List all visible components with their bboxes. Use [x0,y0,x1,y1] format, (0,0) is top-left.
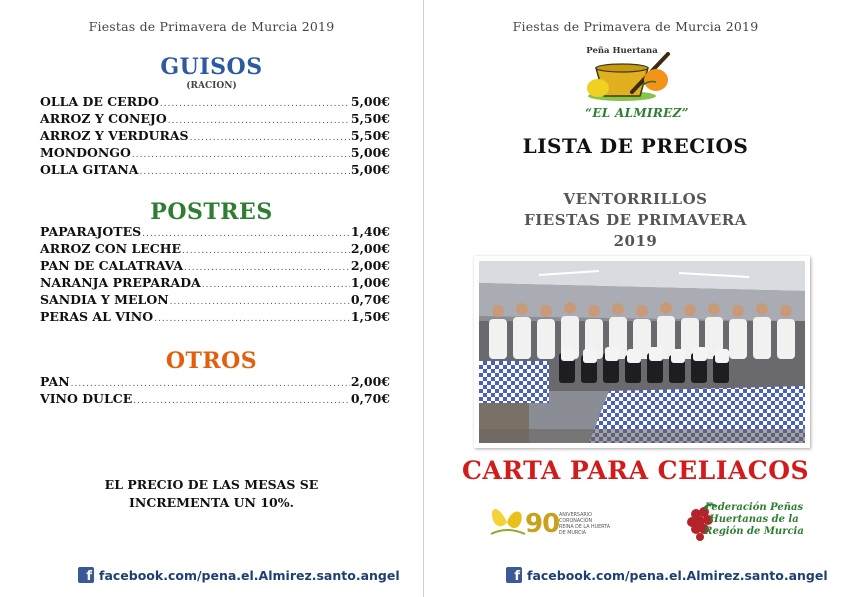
page-divider [423,0,424,597]
facebook-link-left[interactable] [78,567,400,583]
item-price: 5,00€ [350,94,390,109]
menu-item [40,94,390,111]
menu-item [40,111,390,128]
menu-item [40,309,390,326]
anniversary-badge [487,500,617,542]
price-list-title: LISTA DE PRECIOS [522,134,749,158]
note-line-1: EL PRECIO DE LAS MESAS SE [104,477,319,492]
almirez-logo [582,44,692,124]
item-price: 5,00€ [350,145,390,160]
item-price: 2,00€ [350,374,390,389]
left-header: Fiestas de Primavera de Murcia 2019 [88,19,335,34]
menu-item [40,258,390,275]
logo-top-text: Peña Huertana [586,46,658,56]
guisos-list [40,94,390,179]
postres-list [40,224,390,326]
menu-item [40,241,390,258]
group-photo [474,256,810,448]
item-name: PAN [40,374,70,389]
item-name: ARROZ CON LECHE [40,241,182,256]
menu-item [40,162,390,179]
menu-item [40,292,390,309]
menu-item [40,224,390,241]
item-name: PERAS AL VINO [40,309,154,324]
tables-price-note [0,476,423,512]
item-price: 5,00€ [350,162,390,177]
ventorrillos-line-2: FIESTAS DE PRIMAVERA [524,211,747,229]
item-name: MONDONGO [40,145,131,160]
item-price: 0,70€ [350,292,390,307]
item-name: OLLA GITANA [40,162,139,177]
federacion-logo [682,500,812,544]
item-name: VINO DULCE [40,391,133,406]
guisos-subtitle: (RACION) [186,81,237,91]
otros-list [40,374,390,408]
item-name: SANDIA Y MELON [40,292,169,307]
item-name: OLLA DE CERDO [40,94,159,109]
badge-caption: ANIVERSARIO CORONACIÓN REINA DE LA HUERTA DE MURCIA [559,513,610,536]
item-price: 5,50€ [350,111,390,126]
item-name: ARROZ Y CONEJO [40,111,167,126]
item-price: 1,50€ [350,309,390,324]
badge-number: 90 [525,509,560,539]
celiacos-title: CARTA PARA CELIACOS [461,456,810,485]
item-price: 2,00€ [350,241,390,256]
facebook-link-right[interactable] [506,567,828,583]
federacion-text: Federación Peñas Huertanas de la Región de Murcia [704,502,804,537]
right-header: Fiestas de Primavera de Murcia 2019 [512,19,759,34]
butterfly-icon [487,500,527,540]
item-price: 5,50€ [350,128,390,143]
menu-item [40,275,390,292]
guisos-title: GUISOS [160,54,263,80]
logo-bottom-text: “EL ALMIREZ” [585,106,689,120]
item-name: ARROZ Y VERDURAS [40,128,189,143]
ventorrillos-line-1: VENTORRILLOS [563,190,708,208]
menu-item [40,391,390,408]
item-name: PAN DE CALATRAVA [40,258,184,273]
postres-title: POSTRES [150,199,273,225]
item-price: 1,00€ [350,275,390,290]
item-price: 2,00€ [350,258,390,273]
ventorrillos-line-3: 2019 [613,232,658,250]
menu-item [40,128,390,145]
almirez-logo-icon [582,52,692,114]
menu-item [40,145,390,162]
facebook-url: facebook.com/pena.el.Almirez.santo.angel [99,567,400,583]
item-price: 1,40€ [350,224,390,239]
item-price: 0,70€ [350,391,390,406]
facebook-url: facebook.com/pena.el.Almirez.santo.angel [527,567,828,583]
facebook-icon: f [506,567,522,583]
item-name: NARANJA PREPARADA [40,275,201,290]
otros-title: OTROS [165,348,258,374]
note-line-2: INCREMENTA UN 10%. [129,495,294,510]
facebook-icon: f [78,567,94,583]
menu-item [40,374,390,391]
item-name: PAPARAJOTES [40,224,142,239]
group-photo-image [479,261,805,443]
